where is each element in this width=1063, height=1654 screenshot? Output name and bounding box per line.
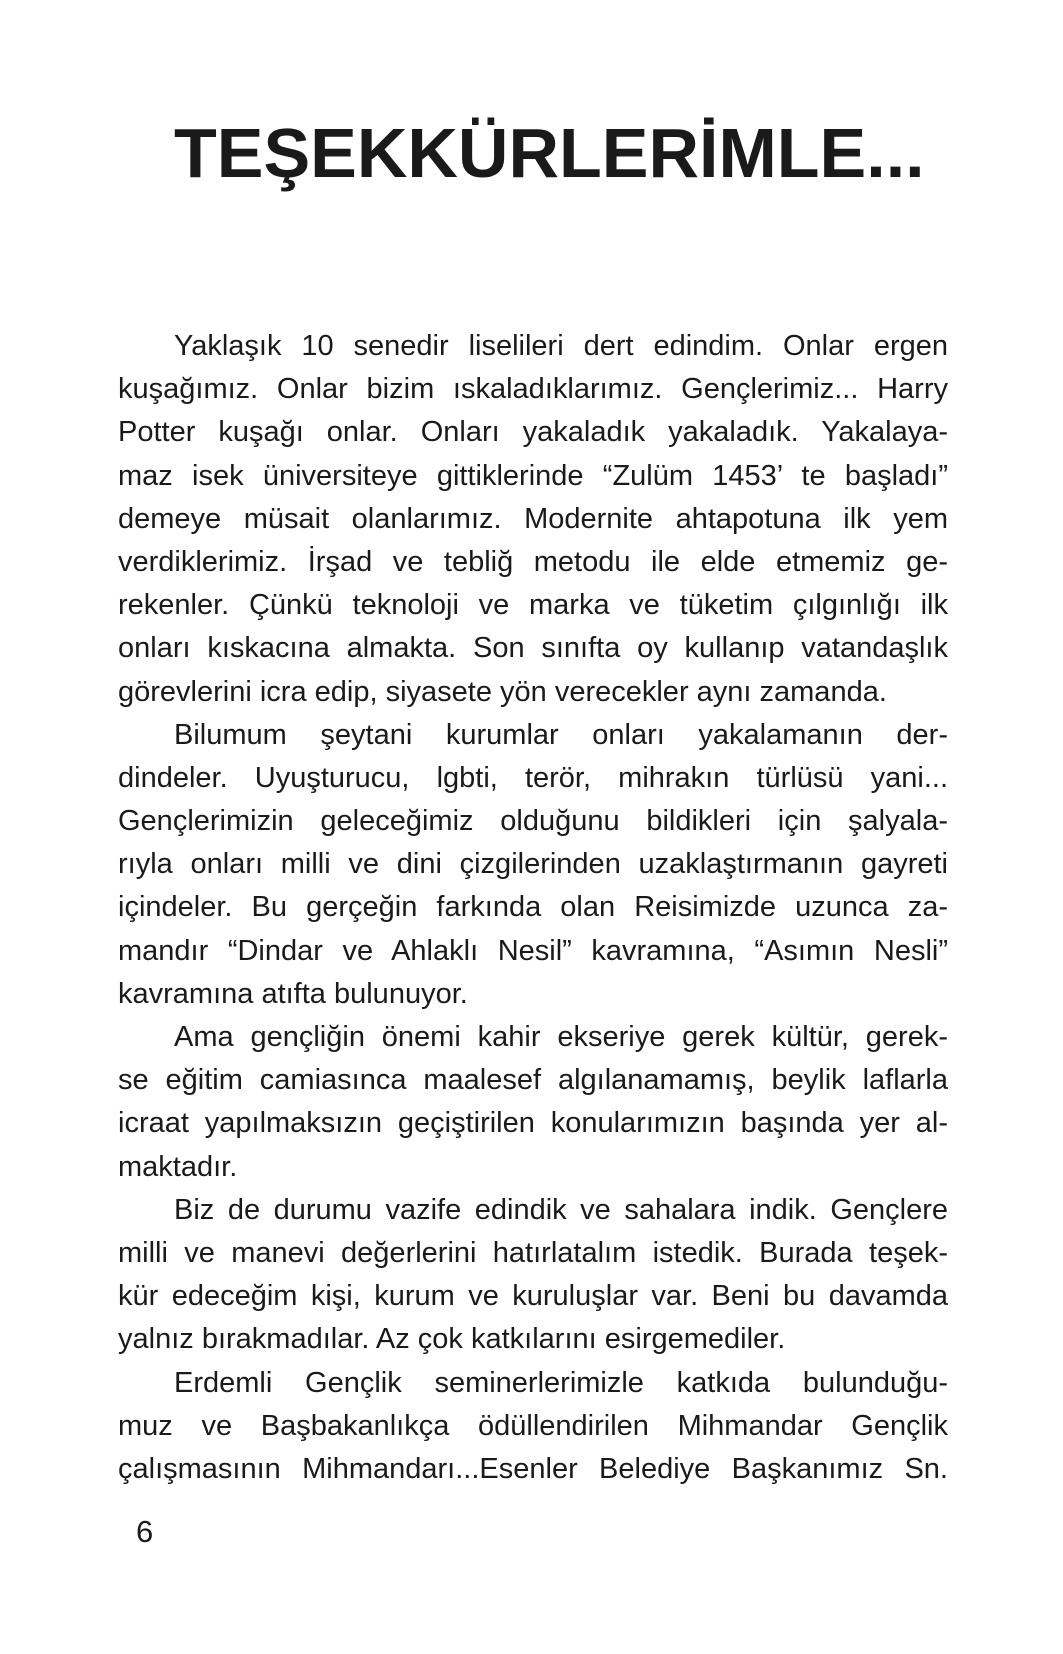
text-line: icraat yapılmaksızın geçiştirilen konularımızın başında yer al- xyxy=(118,1107,948,1140)
text-line: muz ve Başbakanlıkça ödüllendirilen Mihmandar Gençlik xyxy=(118,1409,948,1442)
text-line: verdiklerimiz. İrşad ve tebliğ metodu ile elde etmemiz ge- xyxy=(118,545,948,578)
text-line: maktadır. xyxy=(118,1150,238,1183)
text-line: yalnız bırakmadılar. Az çok katkılarını esirgemediler. xyxy=(118,1323,786,1356)
text-line: Ama gençliğin önemi kahir ekseriye gerek kültür, gerek- xyxy=(174,1021,948,1053)
text-line: onları kıskacına almakta. Son sınıfta oy kullanıp vatandaşlık xyxy=(118,632,948,665)
text-line: se eğitim camiasınca maalesef algılanamamış, beylik laflarla xyxy=(118,1064,948,1097)
text-line: kuşağımız. Onlar bizim ıskaladıklarımız. Gençlerimiz... Harry xyxy=(118,373,948,406)
text-line: dindeler. Uyuşturucu, lgbti, terör, mihrakın türlüsü yani... xyxy=(118,761,948,794)
text-line: Gençlerimizin geleceğimiz olduğunu bildikleri için şalyala- xyxy=(118,805,948,838)
text-line: demeye müsait olanlarımız. Modernite ahtapotuna ilk yem xyxy=(118,502,948,535)
text-line: Erdemli Gençlik seminerlerimizle katkıda bulunduğu- xyxy=(174,1366,948,1399)
text-line: mandır “Dindar ve Ahlaklı Nesil” kavramına, “Asımın Nesli” xyxy=(118,934,948,967)
text-line: Yaklaşık 10 senedir liselileri dert edindim. Onlar ergen xyxy=(174,330,948,362)
text-line: kür edeceğim kişi, kurum ve kuruluşlar var. Beni bu davamda xyxy=(118,1280,948,1313)
text-line: maz isek üniversiteye gittiklerinde “Zulüm 1453’ te başladı” xyxy=(118,459,948,492)
page-number: 6 xyxy=(136,1514,154,1549)
text-line: Potter kuşağı onlar. Onları yakaladık yakaladık. Yakalaya- xyxy=(118,416,948,449)
body-text xyxy=(118,325,948,1491)
text-line: kavramına atıfta bulunuyor. xyxy=(118,977,468,1010)
text-line: milli ve manevi değerlerini hatırlatalım istedik. Burada teşek- xyxy=(118,1236,948,1269)
text-line: çalışmasının Mihmandarı...Esenler Belediye Başkanımız Sn. xyxy=(118,1452,948,1485)
text-line: Bilumum şeytani kurumlar onları yakalamanın der- xyxy=(174,718,948,751)
text-line: görevlerini icra edip, siyasete yön verecekler aynı zamanda. xyxy=(118,675,887,708)
text-line: içindeler. Bu gerçeğin farkında olan Reisimizde uzunca za- xyxy=(118,891,948,924)
page-title: TEŞEKKÜRLERİMLE... xyxy=(174,114,925,192)
text-line: Biz de durumu vazife edindik ve sahalara indik. Gençlere xyxy=(174,1193,948,1226)
text-line: rıyla onları milli ve dini çizgilerinden uzaklaştırmanın gayreti xyxy=(118,848,948,881)
text-line: rekenler. Çünkü teknoloji ve marka ve tüketim çılgınlığı ilk xyxy=(118,589,948,622)
